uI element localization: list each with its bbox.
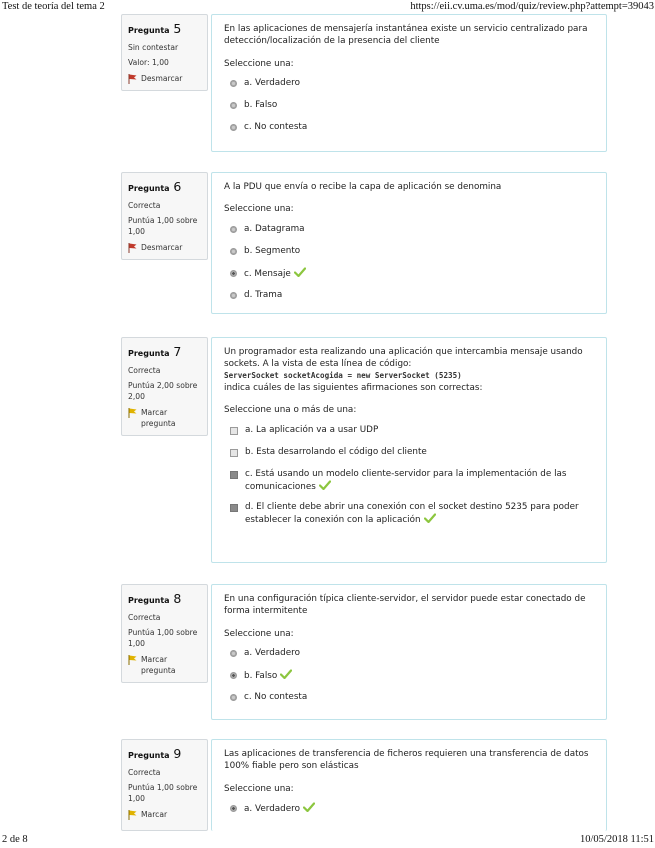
answer-prompt: Seleccione una:: [224, 204, 294, 215]
answer-option[interactable]: [224, 242, 596, 264]
question-info-6: [121, 172, 208, 260]
correct-tick-icon: [319, 480, 331, 490]
answer-option[interactable]: [224, 644, 596, 666]
answer-list: [224, 799, 596, 821]
question-text: Un programador esta realizando una aplicación que intercambia mensaje usando sockets. A la vista de esta línea de código:: [224, 347, 583, 370]
answer-option[interactable]: [224, 465, 596, 498]
flag-toggle[interactable]: [128, 654, 201, 676]
answer-option[interactable]: [224, 666, 596, 688]
radio-button[interactable]: [230, 248, 237, 255]
question-content-9: [211, 739, 607, 831]
radio-button[interactable]: [230, 694, 237, 701]
option-label: a. Verdadero: [244, 78, 300, 89]
question-content-7: [211, 337, 607, 563]
option-label: c. Mensaje: [244, 267, 596, 280]
option-label: b. Segmento: [244, 245, 301, 256]
question-state: Correcta: [128, 768, 161, 778]
question-grade: Puntúa 1,00 sobre 1,00: [128, 628, 198, 649]
red-flag-icon: [128, 243, 137, 253]
question-text-2: indica cuáles de las siguientes afirmaciones son correctas:: [224, 382, 483, 393]
yellow-flag-icon: [128, 655, 137, 665]
answer-list: [224, 74, 596, 140]
print-header: [0, 0, 655, 14]
question-info-5: [121, 14, 208, 91]
correct-tick-icon: [424, 513, 436, 523]
page-number: 2 de 8: [2, 834, 28, 845]
answer-option[interactable]: [224, 688, 596, 710]
flag-label: Marcar pregunta: [141, 655, 176, 676]
checkbox[interactable]: [230, 449, 238, 457]
radio-button[interactable]: [230, 102, 237, 109]
yellow-flag-icon: [128, 408, 137, 418]
answer-option[interactable]: [224, 74, 596, 96]
answer-option[interactable]: [224, 286, 596, 308]
question-content-5: [211, 14, 607, 152]
question-text-block: [224, 346, 596, 394]
answer-list: [224, 421, 596, 531]
question-text: En las aplicaciones de mensajería instantánea existe un servicio centralizado para detección/localización de la presencia del cliente: [224, 24, 588, 47]
yellow-flag-icon: [128, 810, 137, 820]
flag-toggle[interactable]: [128, 73, 201, 84]
checkbox[interactable]: [230, 504, 238, 512]
question-state: Correcta: [128, 366, 161, 376]
flag-label: Marcar pregunta: [141, 408, 176, 429]
question-text: A la PDU que envía o recibe la capa de aplicación se denomina: [224, 182, 502, 192]
option-label: a. Verdadero: [244, 802, 596, 815]
option-label: c. No contesta: [244, 122, 308, 133]
question-info-8: [121, 584, 208, 683]
question-content-6: [211, 172, 607, 314]
radio-button[interactable]: [230, 226, 237, 233]
answer-option[interactable]: [224, 443, 596, 465]
radio-button[interactable]: [230, 124, 237, 131]
question-state: Correcta: [128, 201, 161, 211]
flag-label: Marcar: [141, 810, 168, 820]
answer-option[interactable]: [224, 264, 596, 286]
option-label: c. Está usando un modelo cliente-servidor para la implementación de las comunicaciones: [245, 468, 567, 493]
radio-button[interactable]: [230, 292, 237, 299]
question-info-9: [121, 739, 208, 831]
option-label: c. No contesta: [244, 692, 308, 703]
option-label: a. Verdadero: [244, 648, 300, 659]
document-title: Test de teoría del tema 2: [2, 1, 105, 12]
question-text: En una configuración típica cliente-servidor, el servidor puede estar conectado de forma intermitente: [224, 594, 586, 617]
question-grade: Valor: 1,00: [128, 58, 169, 68]
answer-prompt: Seleccione una:: [224, 783, 294, 794]
radio-button[interactable]: [230, 650, 237, 657]
question-number: Pregunta 6: [128, 179, 182, 194]
option-label: b. Esta desarrolando el código del cliente: [245, 446, 427, 457]
red-flag-icon: [128, 74, 137, 84]
option-label: a. La aplicación va a usar UDP: [245, 424, 379, 435]
code-line: ServerSocket socketAcogida = new ServerSocket (5235): [224, 370, 462, 380]
question-number: Pregunta 5: [128, 21, 182, 36]
option-label: b. Falso: [244, 100, 278, 111]
flag-toggle[interactable]: [128, 809, 201, 820]
question-content-8: [211, 584, 607, 720]
question-grade: Puntúa 2,00 sobre 2,00: [128, 381, 198, 402]
answer-list: [224, 644, 596, 710]
option-label: d. El cliente debe abrir una conexión con el socket destino 5235 para poder establecer la conexión con la aplicación: [245, 501, 579, 526]
question-state: Sin contestar: [128, 43, 179, 53]
correct-tick-icon: [280, 669, 292, 679]
answer-prompt: Seleccione una:: [224, 58, 294, 69]
radio-button[interactable]: [230, 270, 237, 277]
answer-prompt: Seleccione una o más de una:: [224, 405, 357, 416]
question-number: Pregunta 7: [128, 344, 182, 359]
checkbox[interactable]: [230, 427, 238, 435]
question-text: Las aplicaciones de transferencia de ficheros requieren una transferencia de datos 100% fiable pero son elásticas: [224, 749, 589, 772]
flag-toggle[interactable]: [128, 242, 201, 253]
print-footer: [0, 833, 655, 847]
question-grade: Puntúa 1,00 sobre 1,00: [128, 216, 198, 237]
radio-button[interactable]: [230, 805, 237, 812]
answer-option[interactable]: [224, 220, 596, 242]
correct-tick-icon: [303, 802, 315, 812]
checkbox[interactable]: [230, 471, 238, 479]
radio-button[interactable]: [230, 672, 237, 679]
flag-label: Desmarcar: [141, 243, 183, 253]
answer-option[interactable]: [224, 118, 596, 140]
print-datetime: 10/05/2018 11:51: [580, 834, 654, 845]
flag-label: Desmarcar: [141, 74, 183, 84]
answer-list: [224, 220, 596, 308]
radio-button[interactable]: [230, 80, 237, 87]
answer-option[interactable]: [224, 799, 596, 821]
answer-option[interactable]: [224, 96, 596, 118]
question-state: Correcta: [128, 613, 161, 623]
answer-prompt: Seleccione una:: [224, 628, 294, 639]
question-grade: Puntúa 1,00 sobre 1,00: [128, 783, 198, 804]
option-label: b. Falso: [244, 669, 596, 682]
flag-toggle[interactable]: [128, 407, 201, 429]
page-url: https://eii.cv.uma.es/mod/quiz/review.php?attempt=39043: [410, 1, 654, 12]
question-number: Pregunta 9: [128, 746, 182, 761]
answer-option[interactable]: [224, 498, 596, 531]
option-label: a. Datagrama: [244, 223, 305, 234]
answer-option[interactable]: [224, 421, 596, 443]
option-label: d. Trama: [244, 289, 283, 300]
question-number: Pregunta 8: [128, 591, 182, 606]
question-info-7: [121, 337, 208, 436]
correct-tick-icon: [294, 267, 306, 277]
